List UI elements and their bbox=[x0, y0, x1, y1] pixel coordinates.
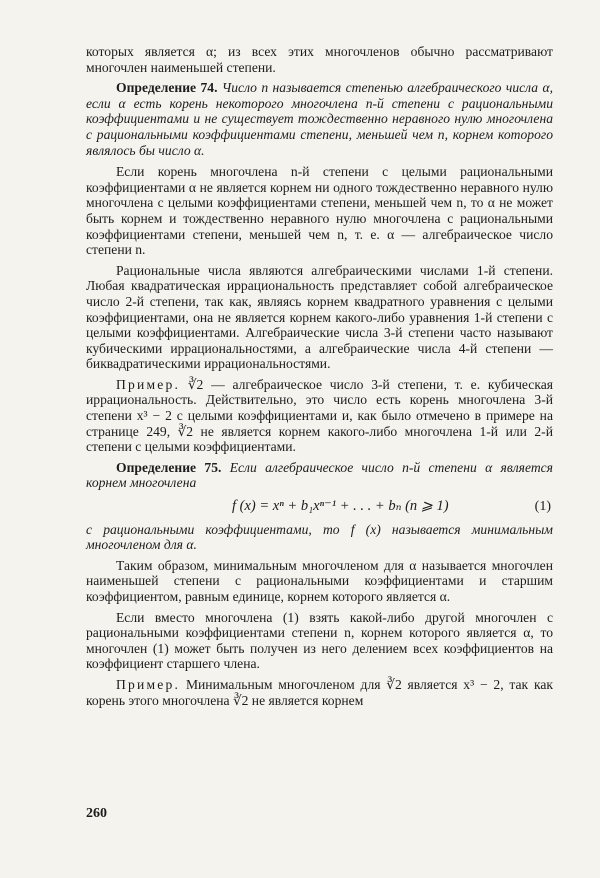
formula-1: f (x) = xⁿ + b₁xⁿ⁻¹ + . . . + bₙ (n ⩾ 1) bbox=[232, 498, 449, 515]
definition-74-heading: Определение 74. bbox=[116, 80, 218, 96]
definition-75-lead: Если алгебраическое число n-й степени α является корнем многочлена bbox=[86, 459, 554, 491]
example-1 bbox=[86, 377, 553, 455]
example-2 bbox=[86, 677, 553, 708]
example-2-text: Минимальным многочленом для ∛2 является x³ − 2, так как корень этого многочлена ∛2 не является корнем bbox=[86, 676, 553, 708]
example-2-label: Пример. bbox=[116, 676, 181, 692]
paragraph-2: Рациональные числа являются алгебраическими числами 1-й степени. Любая квадратическая иррациональность представляет собой алгебраическое число 2-й степени, так как, являясь корнем квадратного уравнения с целыми коэффициентами, она не является корнем какого-либо уравнения 1-й степени с целыми коэффициентами. Алгебраические числа 3-й степени часто называют кубическими иррациональностями, а алгебраические числа 4-й степени — биквадратическими иррациональностями. bbox=[86, 262, 553, 372]
example-1-text: ∛2 — алгебраическое число 3-й степени, т. е. кубическая иррациональность. Действительно, это число есть корень многочлена 3-й степени x³ − 2 с целыми коэффициентами и, как было отмечено в примере на странице 249, ∛2 не является корнем какого-либо многочлена 1-й или 2-й степени с целыми коэффициентами. bbox=[86, 376, 554, 455]
paragraph-3: Таким образом, минимальным многочленом для α называется многочлен наименьшей степени с рациональными коэффициентами и старшим коэффициентом, равным единице, корнем которого является α. bbox=[86, 557, 553, 604]
definition-75 bbox=[86, 460, 553, 491]
paragraph-1: Если корень многочлена n-й степени с целыми рациональными коэффициентами α не является корнем ни одного тождественно неравного нулю многочлена с целыми коэффициентами степени, меньшей чем n, то α не может быть корнем и тождественно неравного нулю многочлена с рациональными коэффициентами степени, меньшей чем n, т. е. α — алгебраическое число степени n. bbox=[86, 164, 553, 258]
paragraph-continuation: которых является α; из всех этих многочленов обычно рассматривают многочлен наименьшей степени. bbox=[86, 44, 553, 75]
definition-75-heading: Определение 75. bbox=[116, 459, 222, 475]
example-1-label: Пример. bbox=[116, 376, 181, 392]
definition-75-tail: с рациональными коэффициентами, то f (x) называется минимальным многочленом для α. bbox=[86, 521, 553, 553]
text-column bbox=[86, 44, 553, 708]
equation-number: (1) bbox=[534, 499, 551, 515]
page-number: 260 bbox=[86, 806, 107, 821]
definition-74 bbox=[86, 80, 553, 158]
paragraph-4: Если вместо многочлена (1) взять какой-либо другой многочлен с рациональными коэффициентами степени n, корнем которого является α, то многочлен (1) может быть получен из него делением всех коэффициентов на коэффициент старшего члена. bbox=[86, 609, 553, 672]
definition-74-body: Число n называется степенью алгебраического числа α, если α есть корень некоторого многочлена n-й степени с рациональными коэффициентами и не существует тождественно неравного нулю многочлена с рациональными коэффициентами степени, меньшей чем n, корнем которого являлось бы число α. bbox=[86, 80, 553, 158]
formula-row bbox=[86, 499, 553, 515]
